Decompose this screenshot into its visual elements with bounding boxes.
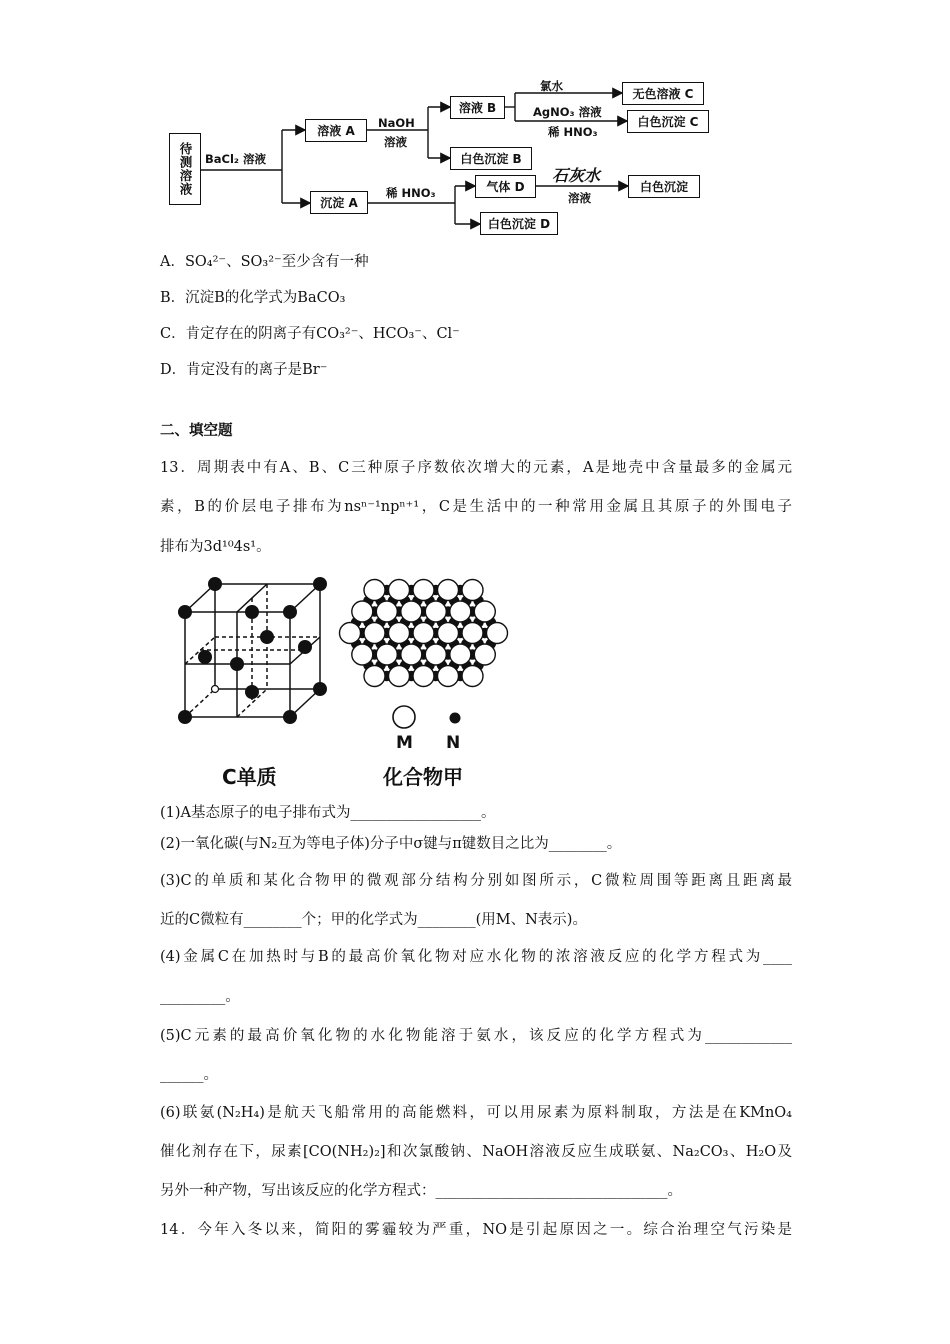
flow-box-colorless-c-label: 无色溶液 C	[632, 87, 694, 101]
q13-line-3: 排布为3d¹⁰4s¹。	[160, 539, 271, 555]
option-a: A．SO₄²⁻、SO₃²⁻至少含有一种	[160, 254, 369, 270]
atom-m-circle	[462, 623, 483, 644]
flow-box-white-ppt-b	[450, 147, 532, 170]
flow-start-label: 待测溶液	[178, 142, 193, 196]
atom-m-circle	[413, 666, 434, 687]
flow-box-white-ppt-d	[480, 212, 558, 235]
flow-label-bacl2: BaCl₂ 溶液	[205, 152, 266, 166]
figure-caption-c: C单质	[222, 765, 277, 789]
legend-n-label: N	[446, 733, 461, 753]
q13-part-2: (2)一氧化碳(与N₂互为等电子体)分子中σ键与π键数目之比为________。	[160, 836, 622, 852]
crystal-cube-diagram	[170, 572, 330, 732]
q13-part-4a: (4)金属C在加热时与B的最高价氧化物对应水化物的浓溶液反应的化学方程式为____	[160, 949, 792, 965]
flow-box-white-ppt-c	[627, 110, 709, 133]
flow-box-white-ppt-c-label: 白色沉淀 C	[637, 115, 699, 129]
q13-part-6c: 另外一种产物，写出该反应的化学方程式：________________________________。	[160, 1183, 682, 1199]
atom-m-circle	[413, 580, 434, 601]
atom-m-circle	[438, 623, 459, 644]
flow-box-solution-b-label: 溶液 B	[458, 101, 497, 115]
flow-box-gas-d-label: 气体 D	[486, 180, 525, 194]
atom-m-circle	[425, 601, 446, 622]
option-b: B．沉淀B的化学式为BaCO₃	[160, 290, 346, 306]
atom-m-circle	[487, 623, 508, 644]
compound-structure-diagram	[330, 572, 520, 702]
flow-box-precip-a	[310, 191, 368, 214]
q13-part-3b: 近的C微粒有________个；甲的化学式为________(用M、N表示)。	[160, 912, 587, 928]
atom-m-circle	[450, 601, 471, 622]
q14-line-1: 14．今年入冬以来，简阳的雾霾较为严重，NO是引起原因之一。综合治理空气污染是	[160, 1222, 792, 1238]
legend-m-label: M	[396, 733, 413, 753]
flow-label-limewater: 石灰水	[552, 166, 601, 185]
q13-line-1: 13．周期表中有A、B、C三种原子序数依次增大的元素，A是地壳中含量最多的金属元	[160, 460, 792, 476]
flow-box-white-ppt	[628, 175, 700, 198]
atom-m-circle	[364, 580, 385, 601]
atom-m-circle	[462, 580, 483, 601]
atom-m-circle	[376, 644, 397, 665]
atom-m-circle	[340, 623, 361, 644]
atom-m-circle	[474, 644, 495, 665]
q13-part-6b: 催化剂存在下，尿素[CO(NH₂)₂]和次氯酸钠、NaOH溶液反应生成联氨、Na₂CO₃、H₂O及	[160, 1144, 792, 1160]
atom-m-circle	[352, 601, 373, 622]
atom-m-circle	[389, 580, 410, 601]
q13-part-5a: (5)C元素的最高价氧化物的水化物能溶于氨水，该反应的化学方程式为____________	[160, 1028, 792, 1044]
option-d: D．肯定没有的离子是Br⁻	[160, 362, 328, 378]
atom-m-circle	[389, 666, 410, 687]
flow-label-dilute-hno3: 稀 HNO₃	[548, 125, 598, 139]
flow-start-box	[169, 133, 201, 205]
figure-caption-compound: 化合物甲	[383, 765, 463, 789]
atom-m-circle	[364, 623, 385, 644]
atom-m-circle	[389, 623, 410, 644]
atom-m-circle	[413, 623, 434, 644]
flow-label-rongye2: 溶液	[568, 191, 591, 205]
q13-part-3a: (3)C的单质和某化合物甲的微观部分结构分别如图所示，C微粒周围等距离且距离最	[160, 873, 792, 889]
q13-part-4b: _________。	[160, 989, 240, 1005]
flow-box-solution-a	[305, 119, 367, 142]
flow-box-white-ppt-label: 白色沉淀	[639, 180, 688, 194]
option-c: C．肯定存在的阴离子有CO₃²⁻、HCO₃⁻、Cl⁻	[160, 326, 460, 342]
flow-box-precip-a-label: 沉淀 A	[320, 196, 358, 210]
flow-label-agno3: AgNO₃ 溶液	[533, 105, 602, 119]
atom-m-circle	[462, 666, 483, 687]
atom-m-circle	[401, 644, 422, 665]
flow-box-white-ppt-b-label: 白色沉淀 B	[460, 152, 522, 166]
flow-box-colorless-c	[622, 82, 704, 105]
flow-label-dilute-hno3-2: 稀 HNO₃	[386, 186, 436, 200]
flowchart-arrows	[0, 0, 950, 260]
flow-box-solution-b	[450, 96, 505, 119]
legend-m-circle	[389, 702, 419, 732]
atom-m-circle	[376, 601, 397, 622]
atom-m-circle	[425, 644, 446, 665]
q13-part-1: (1)A基态原子的电子排布式为__________________。	[160, 805, 496, 821]
flow-box-white-ppt-d-label: 白色沉淀 D	[487, 217, 551, 231]
atom-m-circle	[364, 666, 385, 687]
flow-label-rongye: 溶液	[384, 135, 407, 149]
flow-box-gas-d	[475, 175, 536, 198]
q13-line-2: 素，B的价层电子排布为nsⁿ⁻¹npⁿ⁺¹，C是生活中的一种常用金属且其原子的外围电子	[160, 499, 792, 515]
atom-m-circle	[474, 601, 495, 622]
flow-box-solution-a-label: 溶液 A	[317, 124, 355, 138]
atom-m-circle	[352, 644, 373, 665]
atom-m-circle	[438, 580, 459, 601]
section-title: 二、填空题	[160, 423, 233, 439]
flow-label-chlorine-water: 氯水	[540, 79, 563, 93]
flow-label-naoh: NaOH	[378, 116, 415, 130]
legend-n-dot	[445, 708, 465, 728]
atom-m-circle	[438, 666, 459, 687]
q13-part-5b: ______。	[160, 1067, 218, 1083]
atom-m-circle	[450, 644, 471, 665]
q13-part-6a: (6)联氨(N₂H₄)是航天飞船常用的高能燃料，可以用尿素为原料制取，方法是在KMnO₄	[160, 1105, 792, 1121]
atom-m-circle	[401, 601, 422, 622]
